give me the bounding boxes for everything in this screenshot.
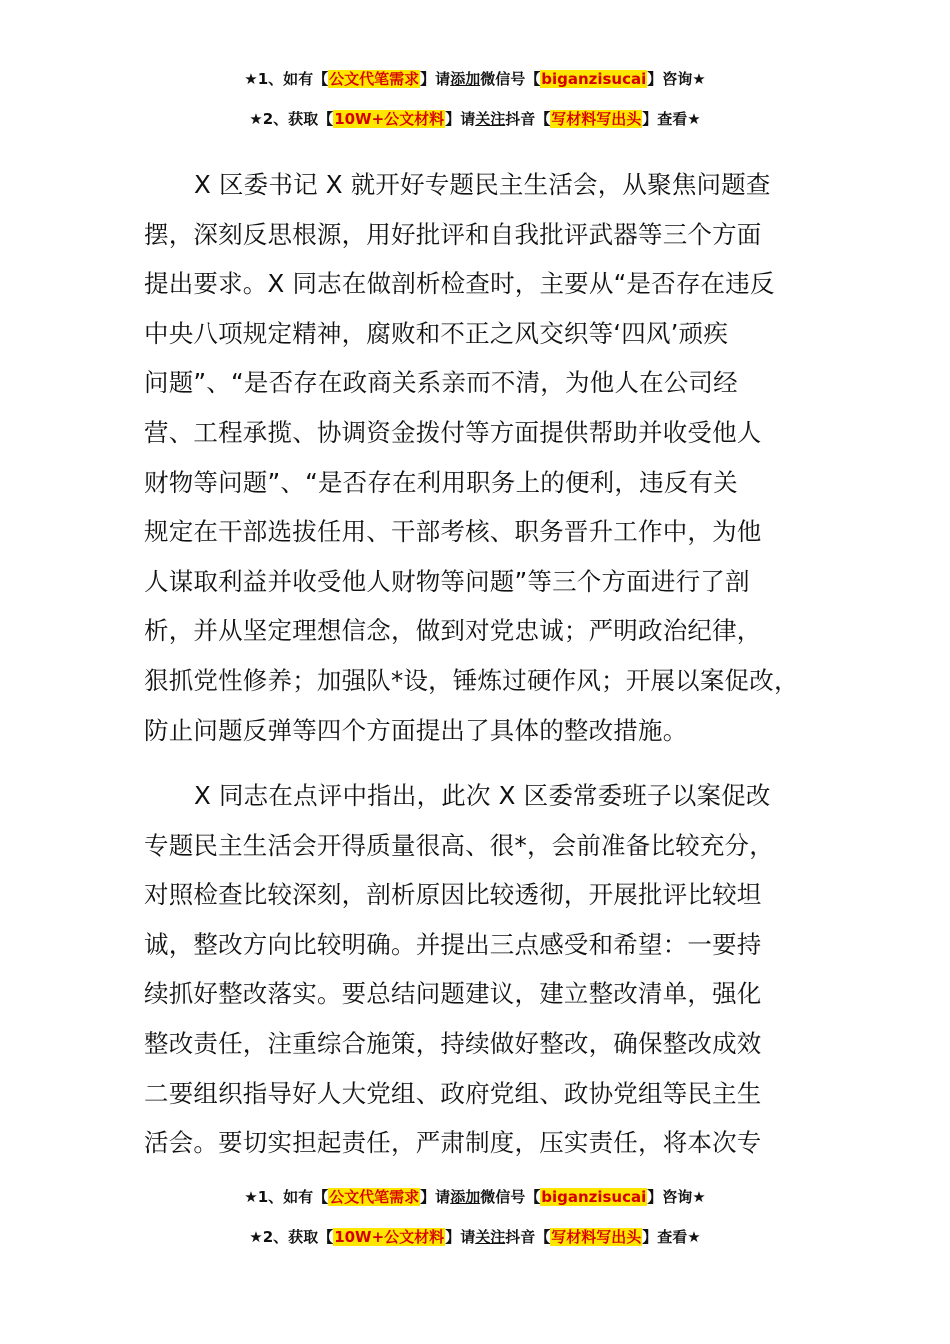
banner-text: 】咨询★ — [647, 1188, 706, 1206]
footer-banner-line-2 — [0, 1226, 950, 1266]
banner-text: 微信号【 — [480, 1188, 541, 1206]
text-line: X 同志在点评中指出，此次 X 区委常委班子以案促改 — [194, 781, 771, 810]
banner-highlight: 公文代笔需求 — [329, 1188, 420, 1206]
banner-text: 】请 — [445, 110, 476, 128]
text-line: 整改责任，注重综合施策，持续做好整改，确保整改成效 — [144, 1028, 762, 1058]
text-line: 对照检查比较深刻，剖析原因比较透彻，开展批评比较坦 — [144, 880, 762, 910]
banner-text: 】请 — [420, 70, 451, 88]
banner-text: ★1、如有【 — [244, 70, 329, 88]
banner-text: 】查看★ — [642, 1228, 701, 1246]
banner-highlight: 10W+公文材料 — [334, 110, 445, 128]
banner-highlight: 写材料写出头 — [551, 110, 642, 128]
banner-emphasis: 添加 — [450, 1188, 481, 1206]
text-line: 提出要求。X 同志在做剖析检查时，主要从“是否存在违反 — [144, 269, 775, 299]
banner-emphasis: 关注 — [475, 1228, 506, 1246]
paragraph-2 — [144, 771, 834, 1168]
text-line: 防止问题反弹等四个方面提出了具体的整改措施。 — [144, 715, 688, 745]
text-line: 诚，整改方向比较明确。并提出三点感受和希望：一要持 — [144, 929, 762, 959]
text-line: X 区委书记 X 就开好专题民主生活会，从聚焦问题查 — [194, 170, 771, 199]
banner-text: ★2、获取【 — [249, 110, 334, 128]
footer-banner-line-1 — [0, 1186, 950, 1226]
banner-highlight: 写材料写出头 — [551, 1228, 642, 1246]
text-line: 摆，深刻反思根源，用好批评和自我批评武器等三个方面 — [144, 219, 762, 249]
header-banner-line-1 — [0, 68, 950, 108]
banner-text: 】查看★ — [642, 110, 701, 128]
text-line: 人谋取利益并收受他人财物等问题”等三个方面进行了剖 — [144, 566, 750, 596]
text-line: 活会。要切实担起责任，严肃制度，压实责任，将本次专 — [144, 1128, 762, 1158]
text-line: 狠抓党性修养；加强队*设，锤炼过硬作风；开展以案促改， — [144, 665, 799, 695]
text-line: 续抓好整改落实。要总结问题建议，建立整改清单，强化 — [144, 979, 762, 1009]
banner-highlight: biganzisucai — [541, 70, 647, 88]
text-line: 二要组织指导好人大党组、政府党组、政协党组等民主生 — [144, 1078, 762, 1108]
text-line: 营、工程承揽、协调资金拨付等方面提供帮助并收受他人 — [144, 417, 762, 447]
banner-emphasis: 关注 — [475, 110, 506, 128]
header-banner — [0, 68, 950, 148]
banner-emphasis: 添加 — [450, 70, 481, 88]
banner-text: 】请 — [445, 1228, 476, 1246]
text-line: 析，并从坚定理想信念，做到对党忠诚；严明政治纪律， — [144, 616, 762, 646]
banner-text: 抖音【 — [505, 1228, 551, 1246]
paragraph-1 — [144, 160, 834, 755]
text-line: 规定在干部选拔任用、干部考核、职务晋升工作中，为他 — [144, 517, 762, 547]
banner-highlight: 10W+公文材料 — [334, 1228, 445, 1246]
banner-highlight: biganzisucai — [541, 1188, 647, 1206]
header-banner-line-2 — [0, 108, 950, 148]
banner-text: 】请 — [420, 1188, 451, 1206]
banner-text: 】咨询★ — [647, 70, 706, 88]
text-line: 中央八项规定精神，腐败和不正之风交织等‘四风’顽疾 — [144, 318, 729, 348]
footer-banner — [0, 1186, 950, 1266]
banner-text: 抖音【 — [505, 110, 551, 128]
banner-text: 微信号【 — [480, 70, 541, 88]
banner-highlight: 公文代笔需求 — [329, 70, 420, 88]
text-line: 专题民主生活会开得质量很高、很*，会前准备比较充分， — [144, 830, 774, 860]
banner-text: ★1、如有【 — [244, 1188, 329, 1206]
banner-text: ★2、获取【 — [249, 1228, 334, 1246]
text-line: 财物等问题”、“是否存在利用职务上的便利，违反有关 — [144, 467, 738, 497]
text-line: 问题”、“是否存在政商关系亲而不清，为他人在公司经 — [144, 368, 738, 398]
